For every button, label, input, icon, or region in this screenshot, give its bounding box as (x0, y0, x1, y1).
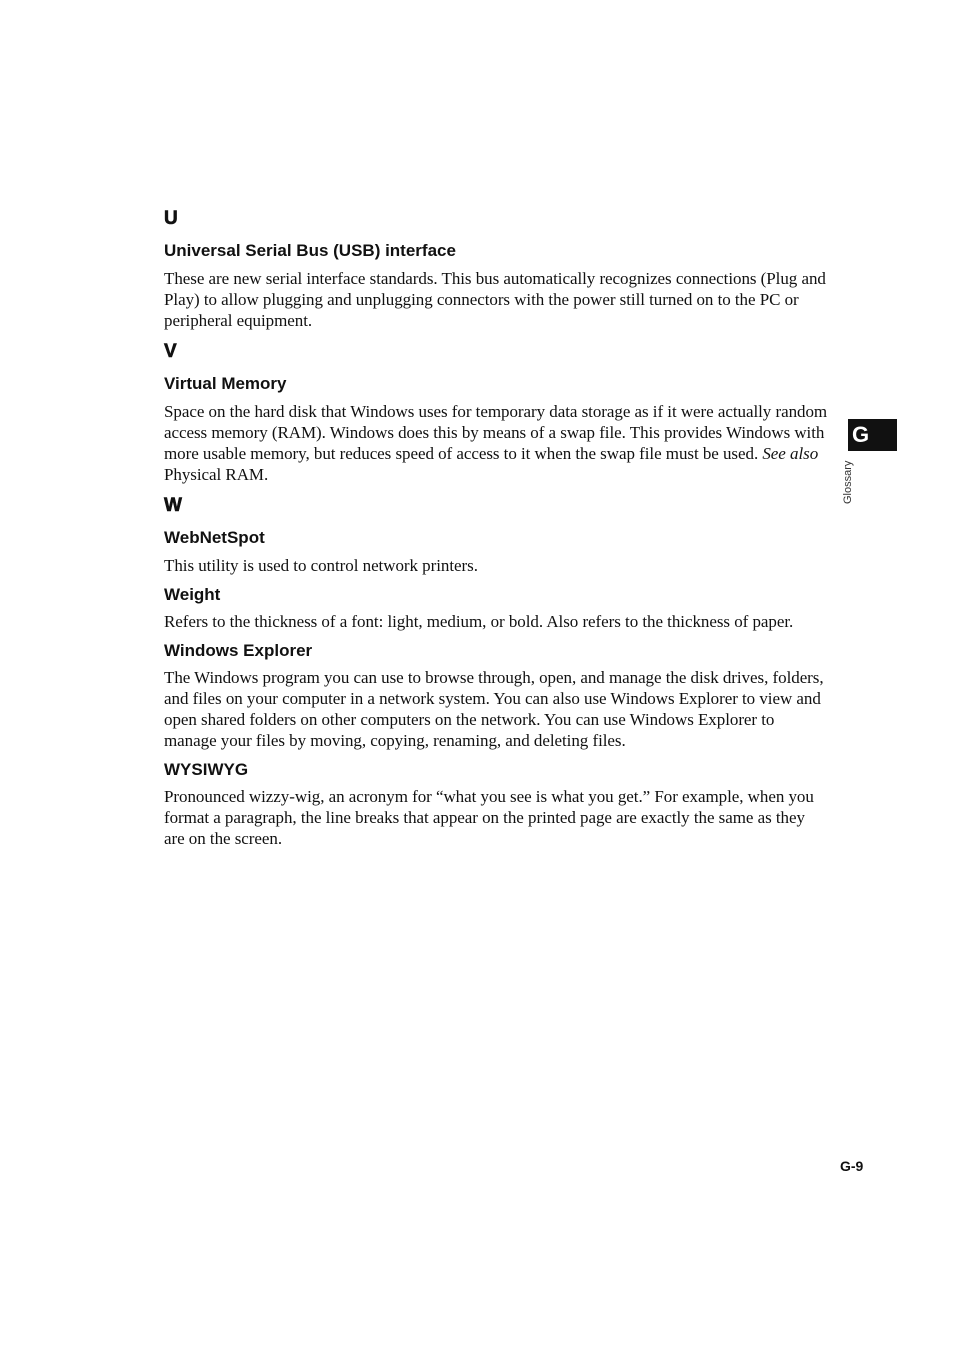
section-letter-w: W (164, 495, 182, 516)
term-weight: Weight (164, 585, 221, 604)
page-number: G-9 (840, 1158, 864, 1174)
chapter-side-label: Glossary (842, 460, 854, 504)
definition-windows-explorer: The Windows program you can use to browse through, open, and manage the disk drives, folders, and files on your computer in a network system. You can also use Windows Explorer to view and open shared folders on other computers on the network. You can use Windows Explorer to manage your files by moving, copying, renaming, and deleting files. (164, 668, 824, 750)
see-also-label: See also (762, 444, 819, 463)
term-windows-explorer: Windows Explorer (164, 641, 313, 660)
term-webnetspot: WebNetSpot (164, 528, 265, 547)
glossary-content (164, 208, 828, 849)
section-letter-u: U (164, 208, 178, 229)
term-virtual-memory: Virtual Memory (164, 374, 287, 393)
definition-weight: Refers to the thickness of a font: light, medium, or bold. Also refers to the thickness of paper. (164, 612, 794, 631)
definition-virtual-memory-text: Space on the hard disk that Windows uses for temporary data storage as if it were actually random access memory (RAM). Windows does this by means of a swap file. This provides Windows with more usable memory, but reduces speed of access to it when the swap file must be used. (164, 402, 828, 463)
definition-wysiwyg: Pronounced wizzy-wig, an acronym for “what you see is what you get.” For example, when you format a paragraph, the line breaks that appear on the printed page are exactly the same as they are on the screen. (164, 787, 814, 848)
term-wysiwyg: WYSIWYG (164, 760, 249, 779)
definition-usb-interface: These are new serial interface standards. This bus automatically recognizes connections (Plug and Play) to allow plugging and unplugging connectors with the power still turned on to the PC or peripheral equipment. (164, 269, 826, 330)
chapter-tab: G (848, 419, 897, 451)
section-letter-v: V (164, 341, 177, 362)
see-also-target: Physical RAM. (164, 465, 269, 484)
definition-virtual-memory (164, 401, 828, 485)
definition-webnetspot: This utility is used to control network printers. (164, 556, 478, 575)
term-usb-interface: Universal Serial Bus (USB) interface (164, 241, 456, 260)
